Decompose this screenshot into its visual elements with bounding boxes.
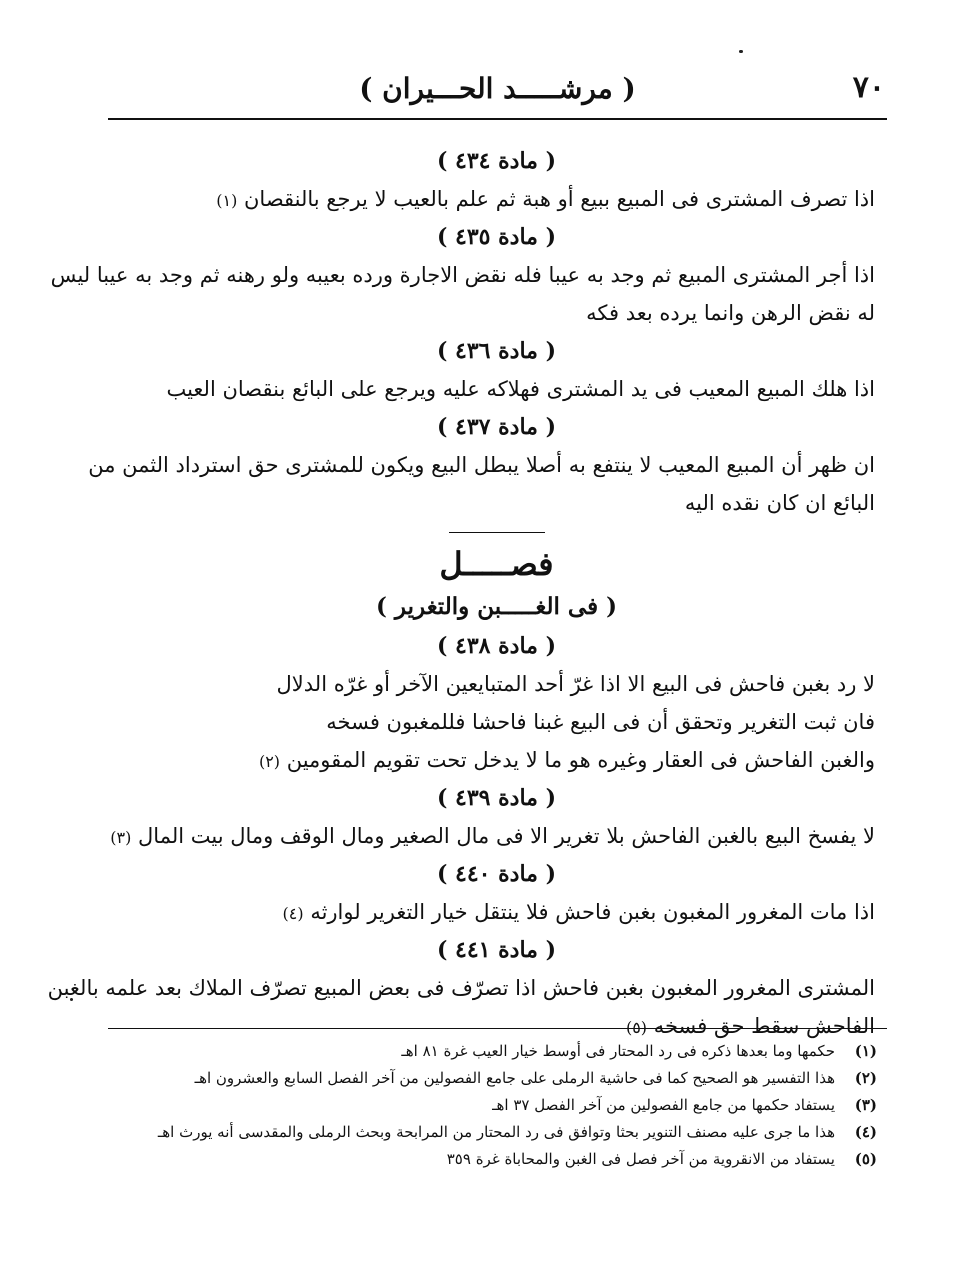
article-text-line: فان ثبت التغرير وتحقق أن فى البيع غبنا فاحشا فللمغبون فسخه — [326, 710, 875, 734]
article-434 — [118, 142, 875, 218]
footnote-rule — [108, 1028, 887, 1029]
section-subheading: ( فى الغـــــبن والتغرير ) — [376, 593, 617, 620]
article-438 — [118, 627, 875, 779]
running-title: ( مرشـــــد الحـــيران ) — [359, 72, 636, 105]
article-text-line: لا رد بغبن فاحش فى البيع الا اذا غرّ أحد المتبايعين الآخر أو غرّه الدلال — [276, 672, 875, 696]
article-label: ( مادة ٤٣٧ ) — [436, 414, 557, 440]
footnote — [112, 1038, 877, 1065]
footnote-text: هذا التفسير هو الصحيح كما فى حاشية الرملى على جامع الفصولين من آخر الفصل السابع والعشرون اهـ — [194, 1069, 835, 1087]
article-text-line: ان ظهر أن المبيع المعيب لا ينتفع به أصلا يبطل البيع ويكون للمشترى حق استرداد الثمن من — [88, 453, 875, 477]
footnote-reference: (٢) — [258, 752, 281, 771]
article-text-line — [110, 817, 875, 855]
article-label: ( مادة ٤٣٥ ) — [436, 224, 557, 250]
footnote-text: هذا ما جرى عليه مصنف التنوير بحثا وتوافق فى رد المحتار من المرابحة وبحث الرملى والمقدسى أنه يورث اهـ — [157, 1123, 835, 1141]
footnote-text: يستفاد حكمها من جامع الفصولين من آخر الفصل ٣٧ اهـ — [492, 1096, 835, 1114]
article-text-line: اذا أجر المشترى المبيع ثم وجد به عيبا فله نقض الاجارة ورده بعيبه ولو رهنه ثم وجد به عيبا ليس — [50, 263, 875, 287]
article-text-line: له نقض الرهن وانما يرده بعد فكه — [586, 301, 875, 325]
footnote-marker: (٢) — [854, 1069, 877, 1087]
article-text-line — [118, 893, 875, 931]
footnote-reference: (٣) — [110, 828, 132, 847]
article-text: اذا تصرف المشترى فى المبيع ببيع أو هبة ثم علم بالعيب لا يرجع بالنقصان — [244, 187, 875, 211]
section-heading: فصـــــل — [439, 545, 554, 583]
print-speck — [739, 50, 743, 53]
page-header — [110, 70, 885, 114]
footnote-marker: (١) — [854, 1042, 877, 1060]
footnote-text: يستفاد من الانقروية من آخر فصل فى الغبن والمحاباة غرة ٣٥٩ — [446, 1150, 835, 1168]
article-text-line: البائع ان كان نقده اليه — [684, 491, 875, 515]
article-437 — [88, 408, 875, 522]
footnote — [112, 1146, 877, 1173]
article-text: اذا مات المغرور المغبون بغبن فاحش فلا ينتقل خيار التغرير لوارثه — [310, 900, 875, 924]
article-text: الفاحش سقط حق فسخه — [653, 1014, 875, 1038]
section-divider — [449, 532, 545, 533]
article-label: ( مادة ٤٣٨ ) — [436, 633, 557, 659]
footnote-reference: (٥) — [625, 1018, 648, 1037]
footnote — [112, 1065, 877, 1092]
article-text: والغبن الفاحش فى العقار وغيره هو ما لا يدخل تحت تقويم المقومين — [286, 748, 875, 772]
header-rule — [108, 118, 887, 120]
footnotes — [112, 1038, 877, 1173]
article-label: ( مادة ٤٤٠ ) — [436, 861, 557, 887]
article-text: لا يفسخ البيع بالغبن الفاحش بلا تغرير الا فى مال الصغير ومال الوقف ومال بيت المال — [138, 824, 875, 848]
footnote-reference: (١) — [216, 191, 238, 210]
page-body — [47, 142, 875, 1045]
article-label: ( مادة ٤٤١ ) — [436, 937, 557, 963]
footnote-text: حكمها وما بعدها ذكره فى رد المحتار فى أوسط خيار العيب غرة ٨١ اهـ — [401, 1042, 835, 1060]
article-435 — [50, 218, 875, 332]
article-text-line: المشترى المغرور المغبون بغبن فاحش اذا تصرّف فى بعض المبيع تصرّف الملاك بعد علمه بالغبن — [47, 976, 875, 1000]
article-label: ( مادة ٤٣٦ ) — [436, 338, 557, 364]
page-number: ٧٠ — [852, 70, 885, 105]
article-text-line: اذا هلك المبيع المعيب فى يد المشترى فهلاكه عليه ويرجع على البائع بنقصان العيب — [166, 377, 875, 401]
article-440 — [118, 855, 875, 931]
footnote-reference: (٤) — [282, 904, 304, 923]
article-436 — [118, 332, 875, 408]
footnote-marker: (٣) — [854, 1096, 877, 1114]
footnote — [112, 1092, 877, 1119]
footnote — [112, 1119, 877, 1146]
footnote-marker: (٥) — [854, 1150, 877, 1168]
article-label: ( مادة ٤٣٤ ) — [436, 148, 557, 174]
article-label: ( مادة ٤٣٩ ) — [436, 785, 557, 811]
article-439 — [110, 779, 875, 855]
footnote-marker: (٤) — [854, 1123, 877, 1141]
article-text-line — [118, 741, 875, 779]
article-text-line — [118, 180, 875, 218]
